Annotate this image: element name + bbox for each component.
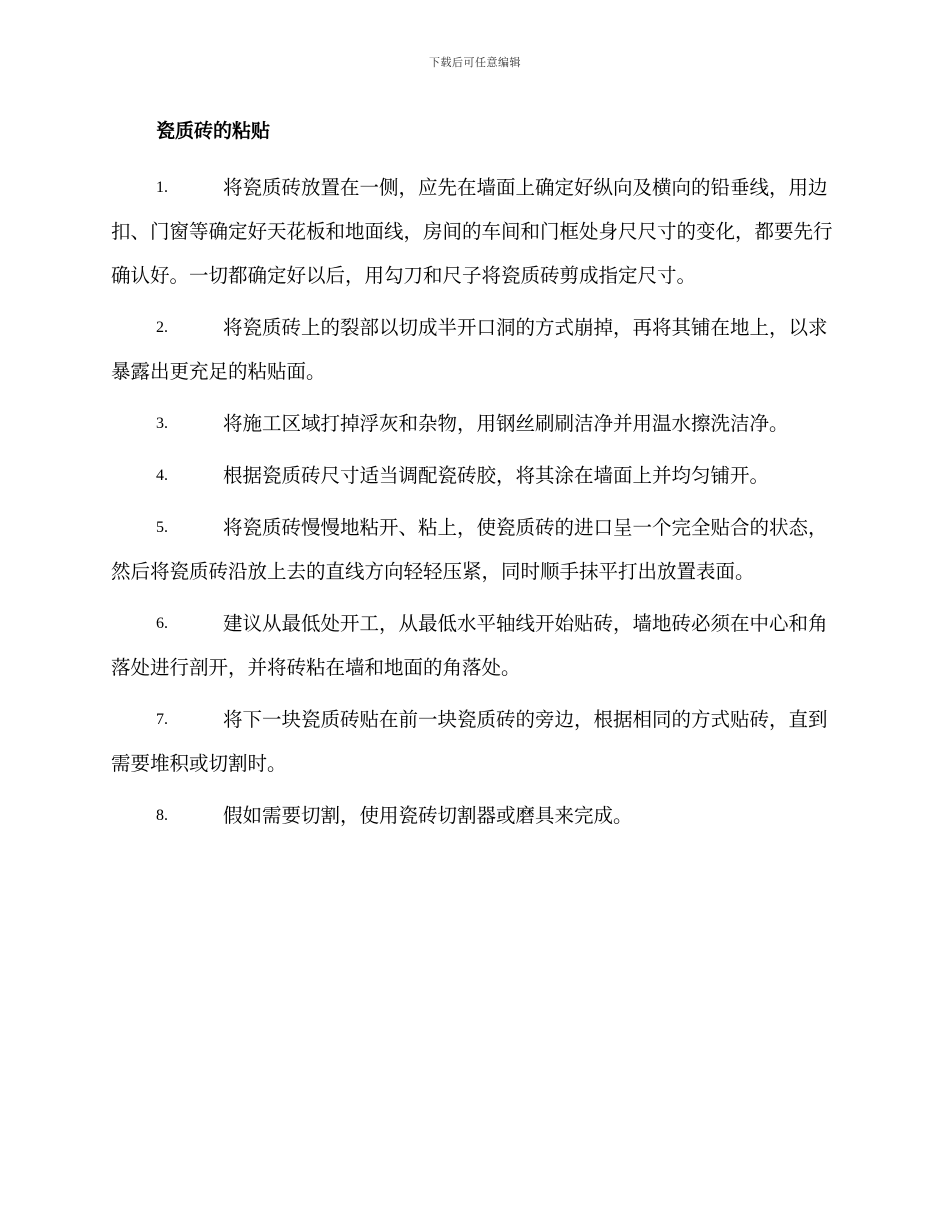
list-item <box>111 402 835 446</box>
page-header: 下载后可任意编辑 <box>429 56 521 69</box>
list-item <box>111 794 835 838</box>
list-item <box>111 454 835 498</box>
item-text: 假如需要切割，使用瓷砖切割器或磨具来完成。 <box>223 804 633 827</box>
item-number: 3. <box>156 415 168 432</box>
item-text: 将瓷质砖放置在一侧，应先在墙面上确定好纵向及横向的铅垂线，用边扣、门窗等确定好天花板和地面线，房间的车间和门框处身尺尺寸的变化，都要先行确认好。一切都确定好以后，用勾刀和尺子将瓷质砖剪成指定尺寸。 <box>111 176 833 287</box>
item-number: 2. <box>156 319 168 336</box>
list-item <box>111 506 835 594</box>
item-number: 4. <box>156 467 168 484</box>
item-number: 1. <box>156 179 168 196</box>
list-item <box>111 602 835 690</box>
item-number: 7. <box>156 711 168 728</box>
list-item <box>111 306 835 394</box>
item-text: 将施工区域打掉浮灰和杂物，用钢丝刷刷洁净并用温水擦洗洁净。 <box>223 412 789 435</box>
document-body <box>111 166 835 846</box>
document-title: 瓷质砖的粘贴 <box>156 120 271 142</box>
item-number: 8. <box>156 807 168 824</box>
list-item <box>111 166 835 298</box>
item-number: 6. <box>156 615 168 632</box>
item-text: 根据瓷质砖尺寸适当调配瓷砖胶，将其涂在墙面上并均匀铺开。 <box>223 464 770 487</box>
list-item <box>111 698 835 786</box>
item-text: 将下一块瓷质砖贴在前一块瓷质砖的旁边，根据相同的方式贴砖，直到需要堆积或切割时。 <box>111 708 828 775</box>
item-text: 建议从最低处开工，从最低水平轴线开始贴砖，墙地砖必须在中心和角落处进行剖开，并将砖粘在墙和地面的角落处。 <box>111 612 828 679</box>
item-text: 将瓷质砖上的裂部以切成半开口洞的方式崩掉，再将其铺在地上，以求暴露出更充足的粘贴面。 <box>111 316 828 383</box>
item-number: 5. <box>156 519 168 536</box>
item-text: 将瓷质砖慢慢地粘开、粘上，使瓷质砖的进口呈一个完全贴合的状态，然后将瓷质砖沿放上去的直线方向轻轻压紧，同时顺手抹平打出放置表面。 <box>111 516 828 583</box>
